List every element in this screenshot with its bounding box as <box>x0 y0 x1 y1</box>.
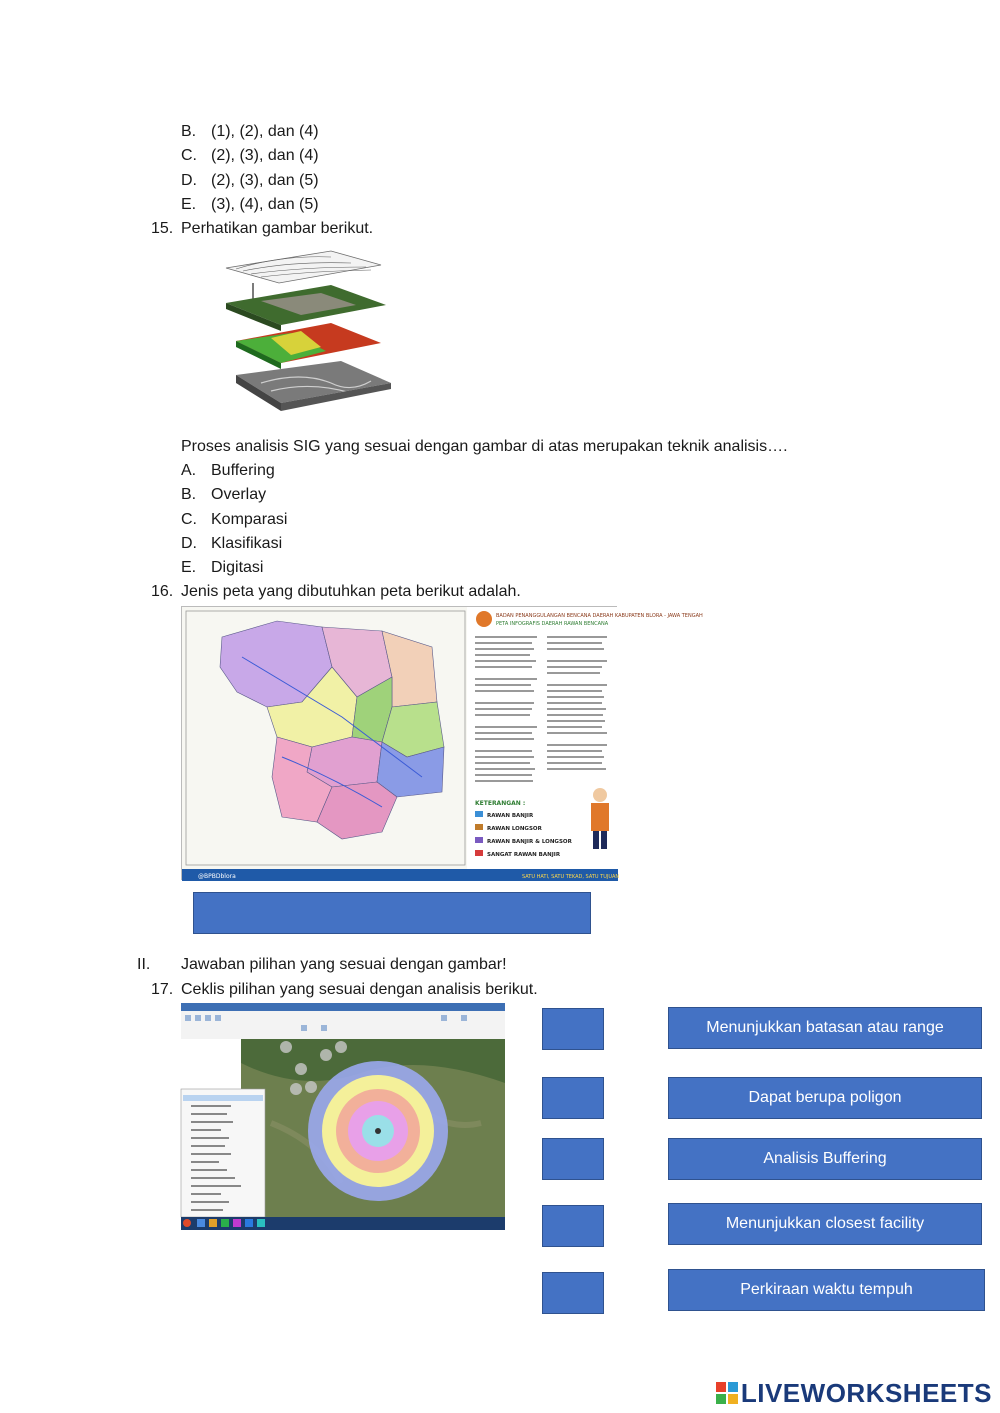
section-number: II. <box>137 956 151 973</box>
q14-option-c: C. (2), (3), dan (4) <box>181 147 319 164</box>
map-footer-left: @BPBDblora <box>198 873 236 880</box>
q16-number: 16. <box>151 583 174 600</box>
check-box-2[interactable] <box>542 1077 604 1119</box>
map-legend-item: RAWAN BANJIR <box>487 813 534 819</box>
overlay-layers-image <box>181 243 413 433</box>
q17-number: 17. <box>151 981 174 998</box>
q14-option-d: D. (2), (3), dan (5) <box>181 172 319 189</box>
q15-option-b: B. Overlay <box>181 486 267 503</box>
q17-prompt: Ceklis pilihan yang sesuai dengan analisis berikut. <box>181 981 538 998</box>
q15-option-e: E. Digitasi <box>181 559 264 576</box>
liveworksheets-icon <box>716 1382 738 1404</box>
brand-text: LIVEWORKSHEETS <box>740 1378 992 1408</box>
q15-option-d: D. Klasifikasi <box>181 535 283 552</box>
check-box-4[interactable] <box>542 1205 604 1247</box>
choice-closest-facility: Menunjukkan closest facility <box>668 1203 982 1245</box>
map-legend-item: RAWAN BANJIR & LONGSOR <box>487 839 572 845</box>
hazard-map-image <box>181 606 703 880</box>
q15-question: Proses analisis SIG yang sesuai dengan gambar di atas merupakan teknik analisis…. <box>181 438 788 455</box>
choice-polygon: Dapat berupa poligon <box>668 1077 982 1119</box>
map-legend-item: SANGAT RAWAN BANJIR <box>487 852 561 858</box>
q16-prompt: Jenis peta yang dibutuhkan peta berikut adalah. <box>181 583 521 600</box>
map-subtitle: PETA INFOGRAFIS DAERAH RAWAN BENCANA <box>496 621 609 627</box>
liveworksheets-logo <box>716 1378 992 1409</box>
map-footer-right: SATU HATI, SATU TEKAD, SATU TUJUAN <box>522 874 620 880</box>
map-legend-title: KETERANGAN : <box>475 800 526 807</box>
q15-number: 15. <box>151 220 174 237</box>
q16-answer-input[interactable] <box>193 892 591 934</box>
choice-buffering: Analisis Buffering <box>668 1138 982 1180</box>
map-header: BADAN PENANGGULANGAN BENCANA DAERAH KABUPATEN BLORA - JAWA TENGAH <box>496 613 703 619</box>
choice-travel-time: Perkiraan waktu tempuh <box>668 1269 985 1311</box>
section-title: Jawaban pilihan yang sesuai dengan gambar! <box>181 956 507 973</box>
check-box-5[interactable] <box>542 1272 604 1314</box>
check-box-1[interactable] <box>542 1008 604 1050</box>
q14-option-b: B. (1), (2), dan (4) <box>181 123 319 140</box>
choice-range: Menunjukkan batasan atau range <box>668 1007 982 1049</box>
q15-option-a: A. Buffering <box>181 462 275 479</box>
buffer-gis-screenshot <box>181 1003 505 1230</box>
q14-option-e: E. (3), (4), dan (5) <box>181 196 319 213</box>
check-box-3[interactable] <box>542 1138 604 1180</box>
q15-option-c: C. Komparasi <box>181 511 288 528</box>
map-legend-item: RAWAN LONGSOR <box>487 826 542 832</box>
q15-prompt: Perhatikan gambar berikut. <box>181 220 374 237</box>
